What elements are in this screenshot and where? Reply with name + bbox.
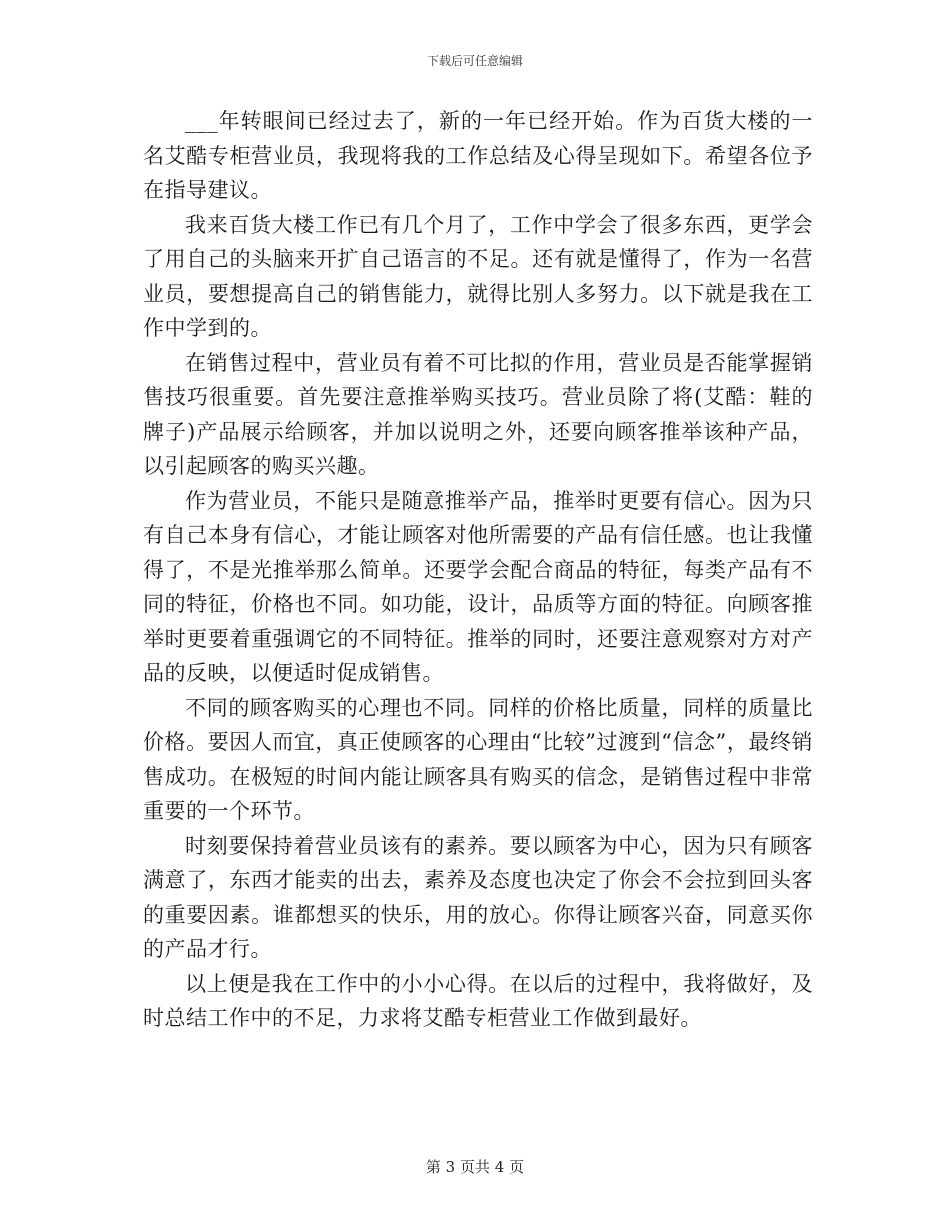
paragraph-1: ___年转眼间已经过去了，新的一年已经开始。作为百货大楼的一名艾酷专柜营业员，我现将我的工作总结及心得呈现如下。希望各位予在指导建议。 — [143, 109, 813, 202]
paragraph-5: 不同的顾客购买的心理也不同。同样的价格比质量，同样的质量比价格。要因人而宜，真正使顾客的心理由“比较”过渡到“信念”，最终销售成功。在极短的时间内能让顾客具有购买的信念，是销售过程中非常重要的一个环节。 — [143, 695, 813, 823]
paragraph-2: 我来百货大楼工作已有几个月了，工作中学会了很多东西，更学会了用自己的头脑来开扩自己语言的不足。还有就是懂得了，作为一名营业员，要想提高自己的销售能力，就得比别人多努力。以下就是我在工作中学到的。 — [143, 212, 813, 340]
paragraph-4: 作为营业员，不能只是随意推举产品，推举时更要有信心。因为只有自己本身有信心，才能让顾客对他所需要的产品有信任感。也让我懂得了，不是光推举那么简单。还要学会配合商品的特征，每类产品有不同的特征，价格也不同。如功能，设计，品质等方面的特征。向顾客推举时更要着重强调它的不同特征。推举的同时，还要注意观察对方对产品的反映，以便适时促成销售。 — [143, 488, 813, 685]
page-footer: 第 3 页共 4 页 — [425, 1158, 525, 1176]
document-body — [143, 104, 813, 1036]
paragraph-6: 时刻要保持着营业员该有的素养。要以顾客为中心，因为只有顾客满意了，东西才能卖的出去，素养及态度也决定了你会不会拉到回头客的重要因素。谁都想买的快乐，用的放心。你得让顾客兴奋，同意买你的产品才行。 — [143, 833, 813, 961]
page-header: 下载后可任意编辑 — [426, 54, 523, 68]
paragraph-3: 在销售过程中，营业员有着不可比拟的作用，营业员是否能掌握销售技巧很重要。首先要注意推举购买技巧。营业员除了将(艾酷：鞋的牌子)产品展示给顾客，并加以说明之外，还要向顾客推举该种产品，以引起顾客的购买兴趣。 — [143, 350, 813, 478]
paragraph-7: 以上便是我在工作中的小小心得。在以后的过程中，我将做好，及时总结工作中的不足，力求将艾酷专柜营业工作做到最好。 — [143, 971, 813, 1030]
